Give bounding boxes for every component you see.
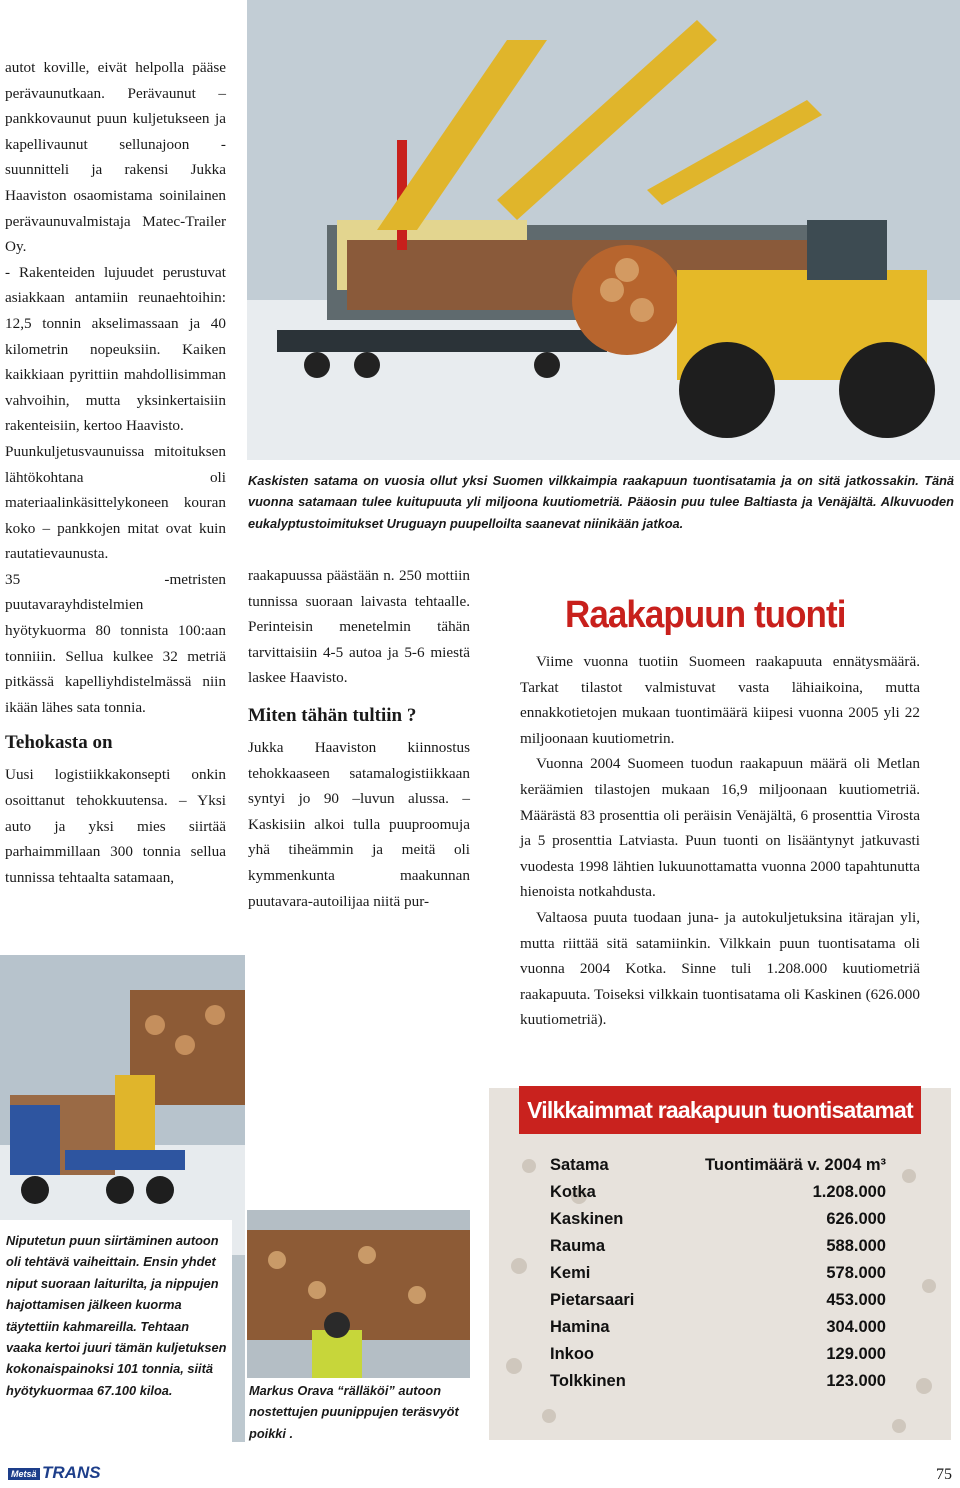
sidebar-paragraph-2: Vuonna 2004 Suomeen tuodun raakapuun määrä oli Metlan keräämien tilastojen mukaan 16,9 miljoonaan kuutiometriä. Määrästä 83 prosenttia oli peräisin Venäjältä, 6 prosenttia Virosta ja 5 prosenttia Latviasta. Puun tuonti on lisääntynyt jatkuvasti vuodesta 1998 lähtien lukuunottamatta vuonna 2000 tapahtunutta hienoista notkahdusta. — [520, 755, 920, 901]
table-row — [550, 1206, 886, 1233]
table-row — [550, 1368, 886, 1395]
table-row — [550, 1179, 886, 1206]
left-paragraph-4: 35 -metristen puutavarayhdistelmien hyötykuorma 80 tonnista 100:aan tonniiin. Sellua kulkee 32 metriä pitkässä kapelliyhdistelmässä niin ikään lähes sata tonnia. — [5, 570, 226, 716]
table-row — [550, 1233, 886, 1260]
middle-heading: Miten tähän tultiin ? — [248, 704, 417, 726]
harbour-photo — [247, 0, 960, 460]
table-cell-amount: 1.208.000 — [812, 1183, 886, 1201]
sidebar-title: Raakapuun tuonti — [565, 594, 846, 636]
table-cell-amount: 123.000 — [826, 1372, 886, 1390]
table-cell-port: Inkoo — [550, 1345, 594, 1363]
table-header-port: Satama — [550, 1156, 609, 1174]
sidebar-paragraph-3: Valtaosa puuta tuodaan juna- ja autokuljetuksina itärajan yli, mutta riittää sitä satamiinkin. Vilkkain puun tuontisatama oli vuonna 2004 Kotka. Sinne tuli 1.208.000 kuutiometriä raakapuuta. Toiseksi vilkkain tuontisatama oli Kaskinen (626.000 kuutiometriä). — [520, 908, 920, 1029]
table-cell-port: Hamina — [550, 1318, 610, 1336]
table-cell-port: Tolkkinen — [550, 1372, 626, 1390]
table-header-amount: Tuontimäärä v. 2004 m³ — [705, 1156, 886, 1174]
table-cell-port: Kaskinen — [550, 1210, 624, 1228]
table-cell-amount: 578.000 — [826, 1264, 886, 1282]
sidebar-paragraph-1: Viime vuonna tuotiin Suomeen raakapuuta ennätysmäärä. Tarkat tilastot valmistuvat vasta lähiaikoina, mutta ennakkotietojen mukaan tuontimäärä kiipesi vuonna 2005 yli 22 miljoonaan kuutiometrin. — [520, 653, 920, 747]
table-cell-port: Kemi — [550, 1264, 591, 1282]
metsatrans-logo — [8, 1465, 108, 1485]
table-cell-amount: 304.000 — [826, 1318, 886, 1336]
middle-column — [248, 563, 470, 914]
harbour-photo-illustration — [247, 0, 960, 460]
left-paragraph-1: autot koville, eivät helpolla pääse perävaunutkaan. Perävaunut – pankkovaunut puun kuljetukseen ja kapellivaunut sellunajoon - suunnitteli ja rakensi Jukka Haaviston osaomistama soinilainen perävaunuvalmistaja Matec-Trailer Oy. — [5, 59, 226, 256]
table-row — [550, 1287, 886, 1314]
harbour-photo-caption: Kaskisten satama on vuosia ollut yksi Suomen vilkkaimpia raakapuun tuontisatamia ja on sitä jatkossakin. Tänä vuonna satamaan tulee kuitupuuta yli miljoona kuutiometriä. Pääosin puu tulee Baltiasta ja Venäjältä. Alkuvuoden eukalyptustoimitukset Uruguayn puupelloilta saanevat niinikään jatkoa. — [248, 473, 954, 531]
left-paragraph-5: Uusi logistiikkakonsepti onkin osoittanut tehokkuutensa. – Yksi auto ja yksi mies siirtää parhaimmillaan 300 tonnia sellua tunnissa tehtaalta satamaan, — [5, 766, 226, 886]
table-row — [550, 1341, 886, 1368]
left-column — [5, 55, 226, 890]
table-cell-port: Kotka — [550, 1183, 596, 1201]
ports-table — [489, 1066, 951, 1440]
worker-photo-caption: Markus Orava “rälläköi” autoon nostettujen puunippujen teräsvyöt poikki . — [249, 1383, 459, 1441]
table-row — [550, 1314, 886, 1341]
table-cell-port: Rauma — [550, 1237, 606, 1255]
left-heading: Tehokasta on — [5, 732, 113, 754]
left-paragraph-2: - Rakenteiden lujuudet perustuvat asiakkaan antamiin reunaehtoihin: 12,5 tonnin akselimassaan ja 40 kilometrin nopeuksiin. Kaiken kaikkiaan pyrittiin mahdollisimman vahvoihin, mutta yksinkertaisiin rakenteisiin, kertoo Haavisto. — [5, 263, 226, 435]
middle-paragraph-1: raakapuussa päästään n. 250 mottiin tunnissa suoraan laivasta tehtaalle. Perinteisin menetelmin tähän tarvittaisiin 4-5 autoa ja 5-6 miestä laskee Haavisto. — [248, 567, 470, 687]
table-cell-amount: 588.000 — [826, 1237, 886, 1255]
page-number: 75 — [936, 1466, 952, 1483]
sidebar-body — [520, 649, 920, 1033]
truck-photo-caption: Niputetun puun siirtäminen autoon oli tehtävä vaiheittain. Ensin yhdet niput suoraan laiturilta, ja nippujen hajottamisen jälkeen kuorma täytettiin kahmareilla. Tehtaan vaaka kertoi juuri tämän kuljetuksen kokonaispainoksi 101 tonnia, siitä hyötykuormaa 67.100 kiloa. — [6, 1233, 227, 1398]
table-cell-port: Pietarsaari — [550, 1291, 635, 1309]
table-cell-amount: 626.000 — [826, 1210, 886, 1228]
table-cell-amount: 129.000 — [826, 1345, 886, 1363]
left-paragraph-3: Puunkuljetusvaunuissa mitoituksen lähtökohtana oli materiaalinkäsittelykoneen kouran koko – pankkojen mitat ovat kuin rautatievaunusta. — [5, 442, 226, 563]
ports-table-banner: Vilkkaimmat raakapuun tuontisatamat — [519, 1086, 921, 1134]
table-header-row — [550, 1152, 886, 1179]
table-cell-amount: 453.000 — [826, 1291, 886, 1309]
middle-paragraph-2: Jukka Haaviston kiinnostus tehokkaaseen satamalogistiikkaan syntyi jo 90 –luvun alussa. – Kaskisiin alkoi tulla puuproomuja yhä tiheämmin ja meitä oli kymmenkunta maakunnan puutavara-autoilijaa niitä pur- — [248, 738, 470, 910]
logo-metsa: Metsä — [8, 1468, 40, 1480]
table-row — [550, 1260, 886, 1287]
logo-trans: TRANS — [42, 1463, 101, 1482]
